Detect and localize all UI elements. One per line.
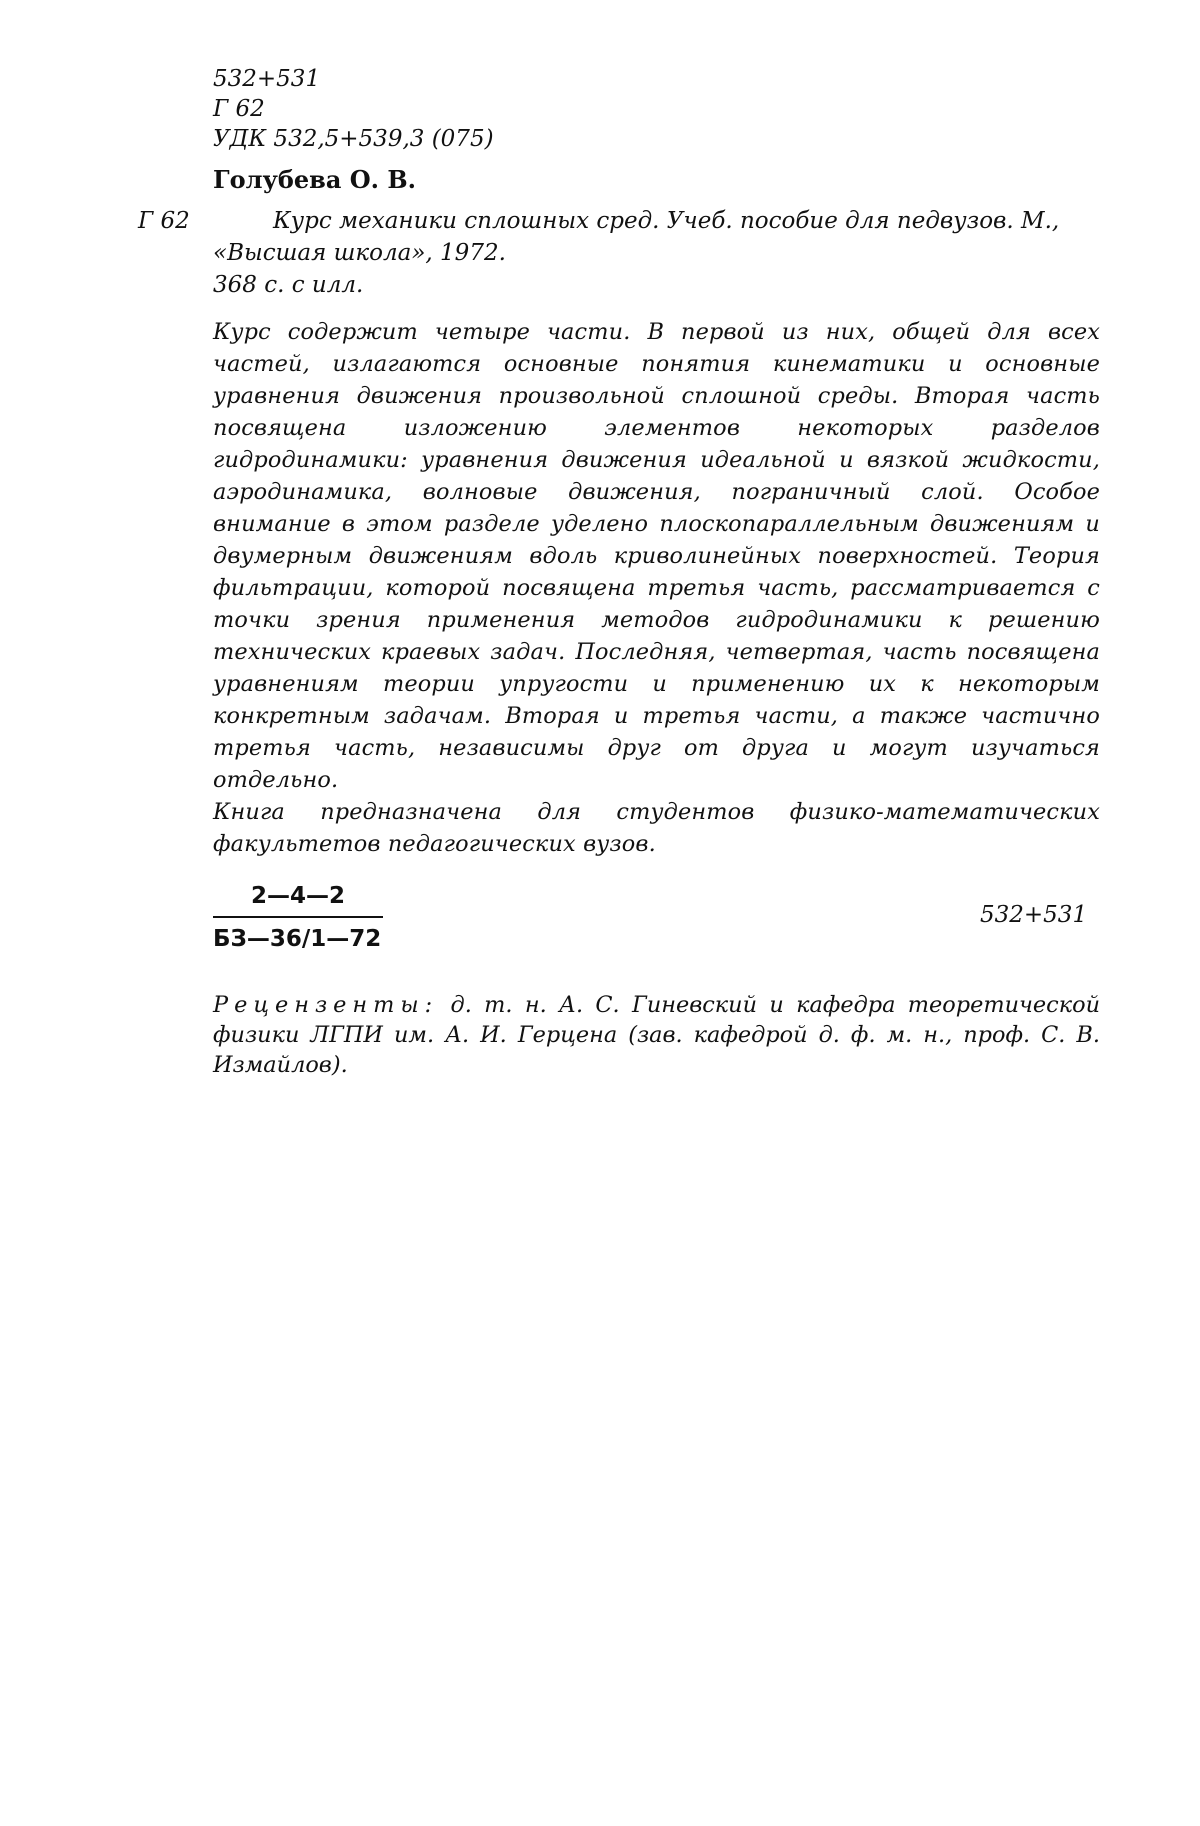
- book-title-line: Курс механики сплошных сред. Учеб. пособие для педвузов. М.,: [273, 208, 1060, 234]
- reviewers-label: Рецензенты:: [213, 992, 439, 1018]
- publication-code-denominator: БЗ—36/1—72: [213, 926, 382, 952]
- classification-code-right: 532+531: [980, 902, 1088, 928]
- reviewers-note: [213, 990, 1100, 1080]
- pages-line: 368 с. с илл.: [213, 272, 364, 298]
- bibliographic-description: [213, 205, 1113, 301]
- publication-code-fraction: [213, 880, 383, 956]
- catalog-index: Г 62: [213, 96, 265, 122]
- audience-paragraph: Книга предназначена для студентов физико-математических факультетов педагогических вузов.: [213, 799, 1100, 857]
- author-name: Голубева О. В.: [213, 165, 416, 194]
- catalog-index-left: Г 62: [138, 208, 190, 234]
- abstract: [213, 316, 1100, 860]
- abstract-paragraph: Курс содержит четыре части. В первой из них, общей для всех частей, излагаются основные понятия кинематики и основные уравнения движения произвольной сплошной среды. Вторая часть посвящена изложению элементов некоторых разделов гидродинамики: уравнения движения идеальной и вязкой жидкости, аэродинамика, волновые движения, пограничный слой. Особое внимание в этом разделе уделено плоскопараллельным движениям и двумерным движениям вдоль криволинейных поверхностей. Теория фильтрации, которой посвящена третья часть, рассматривается с точки зрения применения методов гидродинамики к решению технических краевых задач. Последняя, четвертая, часть посвящена уравнениям теории упругости и применению их к некоторым конкретным задачам. Вторая и третья части, а также частично третья часть, независимы друг от друга и могут изучаться отдельно.: [213, 319, 1100, 793]
- reviewers-text: д. т. н. А. С. Гиневский и кафедра теоретической физики ЛГПИ им. А. И. Герцена (зав. кафедрой д. ф. м. н., проф. С. В. Измайлов).: [213, 992, 1100, 1078]
- udk-code: УДК 532,5+539,3 (075): [213, 126, 494, 152]
- classification-code: 532+531: [213, 66, 321, 92]
- publication-code-numerator: 2—4—2: [250, 883, 345, 909]
- publisher-line: «Высшая школа», 1972.: [213, 240, 506, 266]
